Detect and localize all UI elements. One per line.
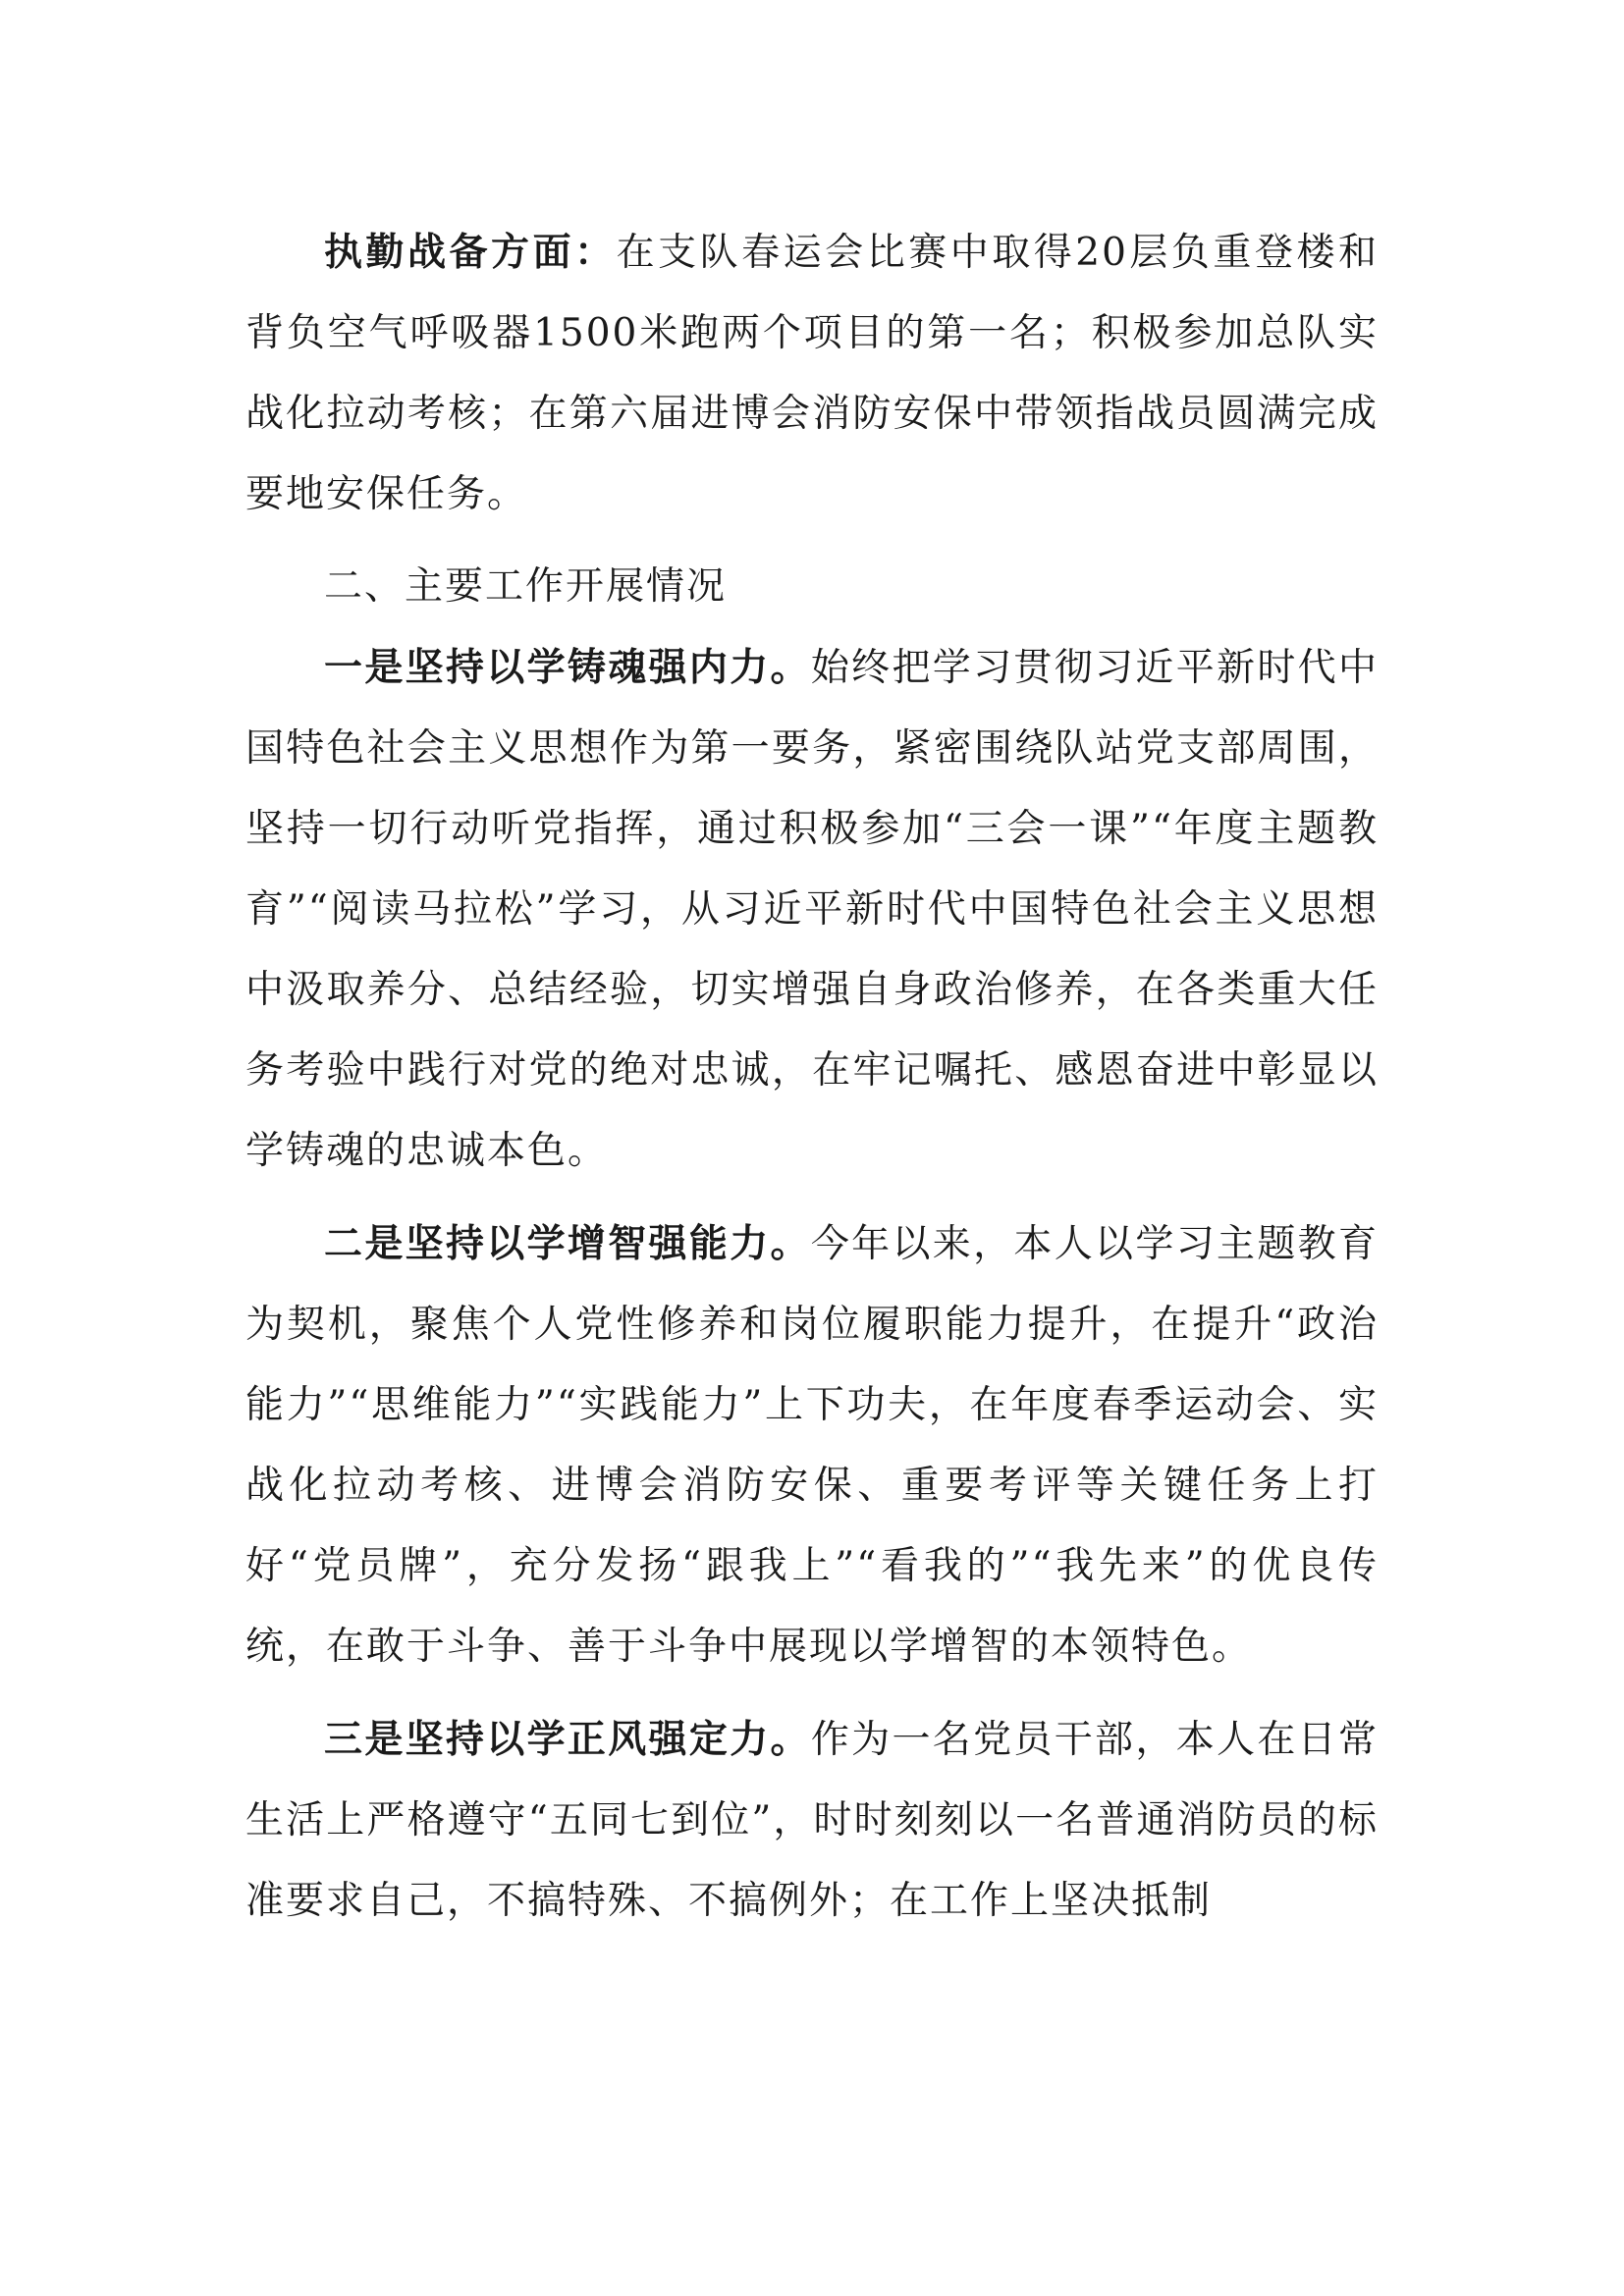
- paragraph-duty-readiness: [245, 212, 1379, 535]
- paragraph-point-3: [245, 1699, 1379, 1942]
- paragraph-point-2: [245, 1203, 1379, 1687]
- paragraph-lead: 一是坚持以学铸魂强内力。: [324, 645, 811, 690]
- paragraph-point-1: [245, 627, 1379, 1192]
- paragraph-text: 今年以来，本人以学习主题教育为契机，聚焦个人党性修养和岗位履职能力提升，在提升“政治能力”“思维能力”“实践能力”上下功夫，在年度春季运动会、实战化拉动考核、进博会消防安保、重要考评等关键任务上打好“党员牌”，充分发扬“跟我上”“看我的”“我先来”的优良传统，在敢于斗争、善于斗争中展现以学增智的本领特色。: [245, 1222, 1379, 1669]
- paragraph-text: 在支队春运会比赛中取得20层负重登楼和背负空气呼吸器1500米跑两个项目的第一名；积极参加总队实战化拉动考核；在第六届进博会消防安保中带领指战员圆满完成要地安保任务。: [245, 231, 1379, 516]
- paragraph-text: 作为一名党员干部，本人在日常生活上严格遵守“五同七到位”，时时刻刻以一名普通消防员的标准要求自己，不搞特殊、不搞例外；在工作上坚决抵制: [245, 1718, 1379, 1923]
- section-heading: 二、主要工作开展情况: [324, 564, 728, 609]
- document-body: [245, 212, 1379, 1942]
- paragraph-text: 始终把学习贯彻习近平新时代中国特色社会主义思想作为第一要务，紧密围绕队站党支部周围，坚持一切行动听党指挥，通过积极参加“三会一课”“年度主题教育”“阅读马拉松”学习，从习近平新时代中国特色社会主义思想中汲取养分、总结经验，切实增强自身政治修养，在各类重大任务考验中践行对党的绝对忠诚，在牢记嘱托、感恩奋进中彰显以学铸魂的忠诚本色。: [245, 646, 1379, 1173]
- paragraph-lead: 二是坚持以学增智强能力。: [324, 1221, 811, 1266]
- paragraph-lead: 三是坚持以学正风强定力。: [324, 1717, 811, 1762]
- paragraph-lead: 执勤战备方面：: [324, 230, 617, 275]
